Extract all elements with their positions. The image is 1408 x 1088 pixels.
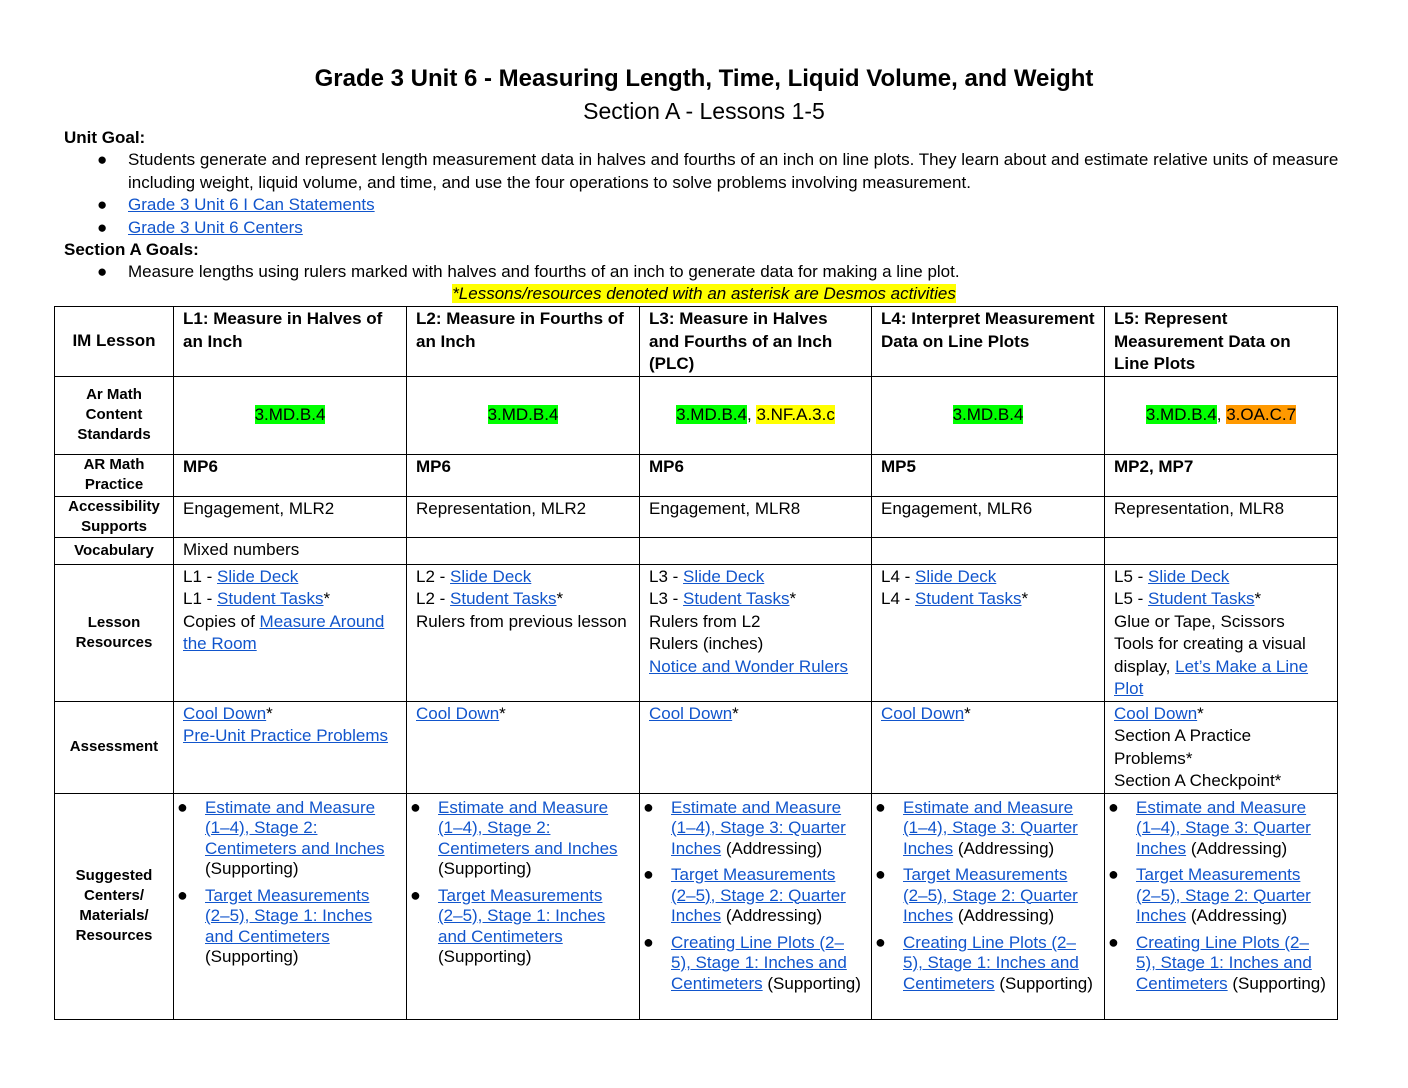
bullet-icon: ● <box>97 217 108 237</box>
unit-goal-heading: Unit Goal: <box>64 128 146 147</box>
i-can-statements-link[interactable]: Grade 3 Unit 6 I Can Statements <box>128 195 375 215</box>
center-link[interactable]: Estimate and Measure (1–4), Stage 3: Quarter Inches <box>671 797 846 858</box>
list-item: ● Target Measurements (2–5), Stage 2: Quarter Inches (Addressing) <box>1108 864 1311 925</box>
lesson-title: L1: Measure in Halves of an Inch <box>174 307 407 377</box>
list-item: ● Target Measurements (2–5), Stage 1: Inches and Centimeters (Supporting) <box>410 884 606 966</box>
standard-badge: 3.MD.B.4 <box>487 405 559 425</box>
row-header-centers: Suggested Centers/ Materials/ Resources <box>55 793 174 1019</box>
bullet-icon: ● <box>177 796 188 817</box>
lesson-resources: L3 - Slide Deck L3 - Student Tasks* Rulers from L2 Rulers (inches) Notice and Wonder Rulers <box>640 564 872 701</box>
list-item: ● Estimate and Measure (1–4), Stage 2: Centimeters and Inches (Supporting) <box>410 796 618 878</box>
bullet-icon: ● <box>1108 796 1119 817</box>
accessibility-supports: Representation, MLR2 <box>407 496 640 537</box>
list-item: ● Estimate and Measure (1–4), Stage 2: Centimeters and Inches (Supporting) <box>177 796 385 878</box>
table-row <box>55 701 1338 793</box>
center-link[interactable]: Estimate and Measure (1–4), Stage 3: Quarter Inches <box>1136 797 1311 858</box>
lesson-table <box>54 306 1338 1020</box>
math-practice: MP6 <box>407 454 640 496</box>
standard-badge: 3.NF.A.3.c <box>756 405 835 425</box>
cool-down-link[interactable]: Cool Down <box>416 703 500 723</box>
measure-around-room-link[interactable]: Measure Around the Room <box>183 611 385 653</box>
accessibility-supports: Engagement, MLR2 <box>174 496 407 537</box>
table-row <box>55 496 1338 537</box>
bullet-icon: ● <box>875 864 886 884</box>
bullet-icon: ● <box>875 796 886 817</box>
cool-down-link[interactable]: Cool Down <box>183 703 267 723</box>
list-item <box>64 194 1344 216</box>
lesson-title: L5: Represent Measurement Data on Line Plots <box>1105 307 1338 377</box>
table-row <box>55 307 1338 377</box>
center-link[interactable]: Target Measurements (2–5), Stage 2: Quarter Inches <box>903 865 1078 925</box>
goals-section <box>64 127 1344 284</box>
bullet-icon: ● <box>875 931 886 952</box>
bullet-icon: ● <box>1108 864 1119 884</box>
bullet-icon: ● <box>97 195 108 215</box>
math-practice: MP6 <box>640 454 872 496</box>
vocabulary <box>1105 537 1338 564</box>
notice-wonder-rulers-link[interactable]: Notice and Wonder Rulers <box>649 656 849 676</box>
centers-cell <box>174 793 407 1019</box>
list-item: ● Estimate and Measure (1–4), Stage 3: Quarter Inches (Addressing) <box>875 796 1078 858</box>
cool-down-link[interactable]: Cool Down <box>1114 703 1198 723</box>
lesson-title: L2: Measure in Fourths of an Inch <box>407 307 640 377</box>
bullet-icon: ● <box>643 864 654 884</box>
unit-centers-link[interactable]: Grade 3 Unit 6 Centers <box>128 217 303 237</box>
student-tasks-link[interactable]: Student Tasks <box>450 589 557 608</box>
table-row <box>55 454 1338 496</box>
table-row <box>55 564 1338 701</box>
section-goal-text: Measure lengths using rulers marked with halves and fourths of an inch to generate data for making a line plot. <box>128 262 960 282</box>
standard-badge: 3.OA.C.7 <box>1226 405 1297 425</box>
list-item: ● Target Measurements (2–5), Stage 2: Quarter Inches (Addressing) <box>643 864 846 925</box>
vocabulary <box>872 537 1105 564</box>
list-item: ● Creating Line Plots (2–5), Stage 1: Inches and Centimeters (Supporting) <box>1108 931 1326 993</box>
row-header-vocabulary: Vocabulary <box>55 537 174 564</box>
assessment: Cool Down* <box>407 701 640 793</box>
math-practice: MP5 <box>872 454 1105 496</box>
row-header-standards: Ar Math Content Standards <box>55 376 174 454</box>
slide-deck-link[interactable]: Slide Deck <box>915 566 997 586</box>
center-link[interactable]: Estimate and Measure (1–4), Stage 2: Centimeters and Inches <box>438 797 618 858</box>
vocabulary <box>407 537 640 564</box>
list-item: ● Estimate and Measure (1–4), Stage 3: Quarter Inches (Addressing) <box>643 796 846 858</box>
bullet-icon: ● <box>643 931 654 952</box>
center-link[interactable]: Target Measurements (2–5), Stage 1: Inches and Centimeters <box>205 885 373 946</box>
accessibility-supports: Engagement, MLR6 <box>872 496 1105 537</box>
math-practice: MP2, MP7 <box>1105 454 1338 496</box>
student-tasks-link[interactable]: Student Tasks <box>217 589 324 608</box>
center-link[interactable]: Target Measurements (2–5), Stage 2: Quarter Inches <box>671 865 846 925</box>
center-link[interactable]: Creating Line Plots (2–5), Stage 1: Inches and Centimeters <box>1136 932 1312 993</box>
centers-cell <box>872 793 1105 1019</box>
standard-badge: 3.MD.B.4 <box>676 405 747 425</box>
bullet-icon: ● <box>97 150 108 170</box>
list-item <box>64 149 1344 194</box>
lesson-title: L3: Measure in Halves and Fourths of an Inch (PLC) <box>640 307 872 377</box>
lesson-resources: L4 - Slide Deck L4 - Student Tasks* <box>872 564 1105 701</box>
accessibility-supports: Representation, MLR8 <box>1105 496 1338 537</box>
row-header-resources: Lesson Resources <box>55 564 174 701</box>
standard-badge: 3.MD.B.4 <box>254 405 326 425</box>
list-item: ● Creating Line Plots (2–5), Stage 1: Inches and Centimeters (Supporting) <box>875 931 1093 993</box>
list-item <box>64 261 1344 283</box>
assessment: Cool Down* <box>640 701 872 793</box>
desmos-note: *Lessons/resources denoted with an asterisk are Desmos activities <box>452 284 956 303</box>
assessment: Cool Down* <box>872 701 1105 793</box>
section-goals-heading: Section A Goals: <box>64 240 199 260</box>
standard-badge: 3.MD.B.4 <box>952 405 1024 425</box>
page-title: Grade 3 Unit 6 - Measuring Length, Time, Liquid Volume, and Weight <box>314 65 1094 92</box>
row-header-im-lesson: IM Lesson <box>55 307 174 377</box>
row-header-practice: AR Math Practice <box>55 454 174 496</box>
slide-deck-link[interactable]: Slide Deck <box>683 566 765 586</box>
assessment: Cool Down* Pre-Unit Practice Problems <box>174 701 407 793</box>
unit-goal-list <box>64 149 1344 239</box>
center-link[interactable]: Target Measurements (2–5), Stage 1: Inches and Centimeters <box>438 885 606 946</box>
center-link[interactable]: Creating Line Plots (2–5), Stage 1: Inches and Centimeters <box>671 932 847 993</box>
list-item: ● Creating Line Plots (2–5), Stage 1: Inches and Centimeters (Supporting) <box>643 931 861 993</box>
table-row <box>55 537 1338 564</box>
lesson-resources: L1 - Slide Deck L1 - Student Tasks* Copies of Measure Around the Room <box>174 564 407 701</box>
student-tasks-link[interactable]: Student Tasks <box>1148 589 1255 608</box>
standard-badge: 3.MD.B.4 <box>1145 405 1217 425</box>
table-row: Ar Math Content Standards 3.MD.B.4 3.MD.B.4 3.MD.B.4, 3.NF.A.3.c 3.MD.B.4 3.MD.B.4, 3.OA.C.7 <box>55 376 1338 454</box>
slide-deck-link[interactable]: Slide Deck <box>1148 566 1230 586</box>
center-link[interactable]: Creating Line Plots (2–5), Stage 1: Inches and Centimeters <box>903 932 1079 993</box>
center-link[interactable]: Target Measurements (2–5), Stage 2: Quarter Inches <box>1136 865 1311 925</box>
vocabulary: Mixed numbers <box>174 537 407 564</box>
list-item: ● Target Measurements (2–5), Stage 1: Inches and Centimeters (Supporting) <box>177 884 373 966</box>
cool-down-link[interactable]: Cool Down <box>649 703 733 723</box>
slide-deck-link[interactable]: Slide Deck <box>450 566 532 586</box>
centers-cell <box>640 793 872 1019</box>
lesson-resources: L5 - Slide Deck L5 - Student Tasks* Glue or Tape, Scissors Tools for creating a visual display, Let’s Make a Line Plot <box>1105 564 1338 701</box>
assessment: Cool Down* Section A Practice Problems* Section A Checkpoint* <box>1105 701 1338 793</box>
centers-cell <box>1105 793 1338 1019</box>
bullet-icon: ● <box>1108 931 1119 952</box>
lesson-title: L4: Interpret Measurement Data on Line Plots <box>872 307 1105 377</box>
row-header-assessment: Assessment <box>55 701 174 793</box>
bullet-icon: ● <box>177 884 188 905</box>
bullet-icon: ● <box>410 884 421 905</box>
centers-cell <box>407 793 640 1019</box>
math-practice: MP6 <box>174 454 407 496</box>
table-row <box>55 793 1338 1019</box>
accessibility-supports: Engagement, MLR8 <box>640 496 872 537</box>
cool-down-link[interactable]: Cool Down <box>881 703 965 723</box>
slide-deck-link[interactable]: Slide Deck <box>217 566 299 586</box>
page-subtitle: Section A - Lessons 1-5 <box>583 98 825 124</box>
make-line-plot-link[interactable]: Let’s Make a Line Plot <box>1114 656 1309 698</box>
bullet-icon: ● <box>410 796 421 817</box>
pre-unit-practice-link[interactable]: Pre-Unit Practice Problems <box>183 726 389 745</box>
list-item: ● Target Measurements (2–5), Stage 2: Quarter Inches (Addressing) <box>875 864 1078 925</box>
vocabulary <box>640 537 872 564</box>
list-item: ● Estimate and Measure (1–4), Stage 3: Quarter Inches (Addressing) <box>1108 796 1311 858</box>
bullet-icon: ● <box>643 796 654 817</box>
unit-goal-text: Students generate and represent length measurement data in halves and fourths of an inch on line plots. They learn about and estimate relative units of measure including weight, liquid volume, and time, and use the four operations to solve problems involving measurement. <box>128 150 1339 192</box>
center-link[interactable]: Estimate and Measure (1–4), Stage 3: Quarter Inches <box>903 797 1078 858</box>
lesson-resources: L2 - Slide Deck L2 - Student Tasks* Rulers from previous lesson <box>407 564 640 701</box>
center-link[interactable]: Estimate and Measure (1–4), Stage 2: Centimeters and Inches <box>205 797 385 858</box>
list-item <box>64 217 1344 239</box>
student-tasks-link[interactable]: Student Tasks <box>683 589 790 608</box>
row-header-accessibility: Accessibility Supports <box>55 496 174 537</box>
bullet-icon: ● <box>97 262 108 282</box>
section-goal-list <box>64 261 1344 283</box>
student-tasks-link[interactable]: Student Tasks <box>915 589 1022 608</box>
